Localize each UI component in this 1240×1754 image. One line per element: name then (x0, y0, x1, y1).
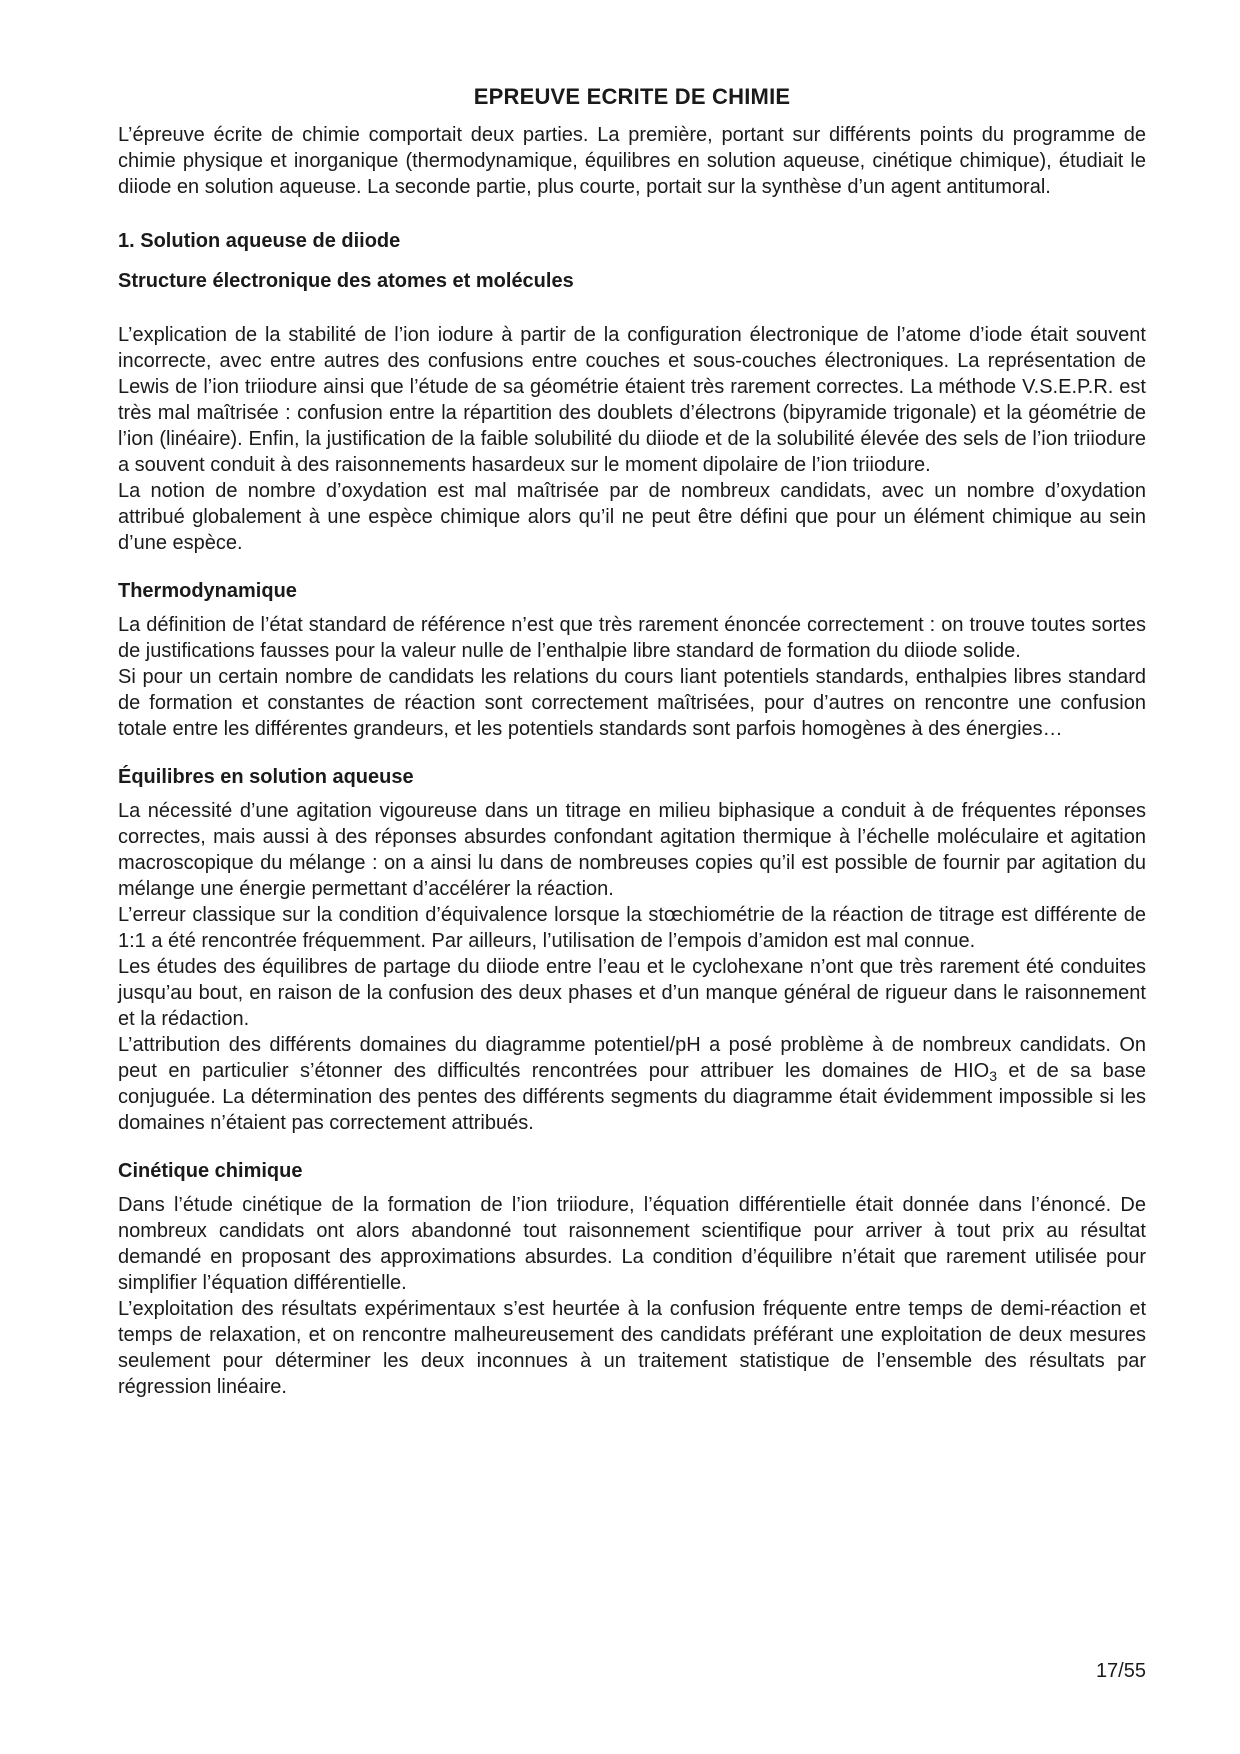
page-number: 17/55 (1095, 1660, 1146, 1682)
thermo-paragraph-1: La définition de l’état standard de référence n’est que très rarement énoncée correctement : on trouve toutes sortes de justifications fausses pour la valeur nulle de l’enthalpie libre standard de formation du diiode solide. (118, 614, 1146, 662)
structure-paragraph-2: La notion de nombre d’oxydation est mal maîtrisée par de nombreux candidats, avec un nombre d’oxydation attribué globalement à une espèce chimique alors qu’il ne peut être défini que pour un élément chimique au sein d’une espèce. (118, 480, 1146, 554)
subsection-heading-structure: Structure électronique des atomes et molécules (118, 270, 574, 292)
document-page (118, 84, 1146, 1400)
subsection-heading-thermo: Thermodynamique (118, 580, 297, 602)
page-title: EPREUVE ECRITE DE CHIMIE (473, 84, 791, 109)
hio3-formula: HIO (953, 1060, 990, 1082)
equilibres-paragraph-2: L’erreur classique sur la condition d’équivalence lorsque la stœchiométrie de la réaction de titrage est différente de 1:1 a été rencontrée fréquemment. Par ailleurs, l’utilisation de l’empois d’amidon est mal connue. (118, 904, 1146, 952)
subsection-heading-cinetique: Cinétique chimique (118, 1160, 303, 1182)
equilibres-p4-text-before: L’attribution des différents domaines du diagramme potentiel/pH a posé problème à de nombreux candidats. On peut en particulier s’étonner des difficultés rencontrées pour attribuer les domaines de (118, 1034, 1146, 1082)
equilibres-paragraph-4 (118, 1032, 1146, 1136)
cinetique-paragraph-1: Dans l’étude cinétique de la formation de l’ion triiodure, l’équation différentielle était donnée dans l’énoncé. De nombreux candidats ont alors abandonné tout raisonnement scientifique pour arriver à tout prix au résultat demandé en proposant des approximations absurdes. La condition d’équilibre n’était que rarement utilisée pour simplifier l’équation différentielle. (118, 1194, 1146, 1294)
equilibres-p4-text-after: et de sa base conjuguée. La détermination des pentes des différents segments du diagramme était évidemment impossible si les domaines n’étaient pas correctement attribués. (118, 1060, 1146, 1134)
hio3-subscript: 3 (989, 1068, 998, 1084)
equilibres-paragraph-1: La nécessité d’une agitation vigoureuse dans un titrage en milieu biphasique a conduit à de fréquentes réponses correctes, mais aussi à des réponses absurdes confondant agitation thermique à l’échelle moléculaire et agitation macroscopique du mélange : on a ainsi lu dans de nombreuses copies qu’il est possible de fournir par agitation du mélange une énergie permettant d’accélérer la réaction. (118, 800, 1146, 900)
intro-paragraph: L’épreuve écrite de chimie comportait deux parties. La première, portant sur différents points du programme de chimie physique et inorganique (thermodynamique, équilibres en solution aqueuse, cinétique chimique), étudiait le diiode en solution aqueuse. La seconde partie, plus courte, portait sur la synthèse d’un agent antitumoral. (118, 124, 1146, 198)
subsection-heading-equilibres: Équilibres en solution aqueuse (118, 766, 414, 788)
structure-paragraph-1: L’explication de la stabilité de l’ion iodure à partir de la configuration électronique de l’atome d’iode était souvent incorrecte, avec entre autres des confusions entre couches et sous-couches électroniques. La représentation de Lewis de l’ion triiodure ainsi que l’étude de sa géométrie étaient très rarement correctes. La méthode V.S.E.P.R. est très mal maîtrisée : confusion entre la répartition des doublets d’électrons (bipyramide trigonale) et la géométrie de l’ion (linéaire). Enfin, la justification de la faible solubilité du diiode et de la solubilité élevée des sels de l’ion triiodure a souvent conduit à des raisonnements hasardeux sur le moment dipolaire de l’ion triiodure. (118, 324, 1146, 476)
cinetique-paragraph-2: L’exploitation des résultats expérimentaux s’est heurtée à la confusion fréquente entre temps de demi-réaction et temps de relaxation, et on rencontre malheureusement des candidats préférant une exploitation de deux mesures seulement pour déterminer les deux inconnues à un traitement statistique de l’ensemble des résultats par régression linéaire. (118, 1298, 1146, 1398)
equilibres-paragraph-3: Les études des équilibres de partage du diiode entre l’eau et le cyclohexane n’ont que très rarement été conduites jusqu’au bout, en raison de la confusion des deux phases et d’un manque général de rigueur dans le raisonnement et la rédaction. (118, 956, 1146, 1030)
section-heading-diiode: 1. Solution aqueuse de diiode (118, 230, 401, 252)
thermo-paragraph-2: Si pour un certain nombre de candidats les relations du cours liant potentiels standards, enthalpies libres standard de formation et constantes de réaction sont correctement maîtrisées, pour d’autres on rencontre une confusion totale entre les différentes grandeurs, et les potentiels standards sont parfois homogènes à des énergies… (118, 666, 1146, 740)
